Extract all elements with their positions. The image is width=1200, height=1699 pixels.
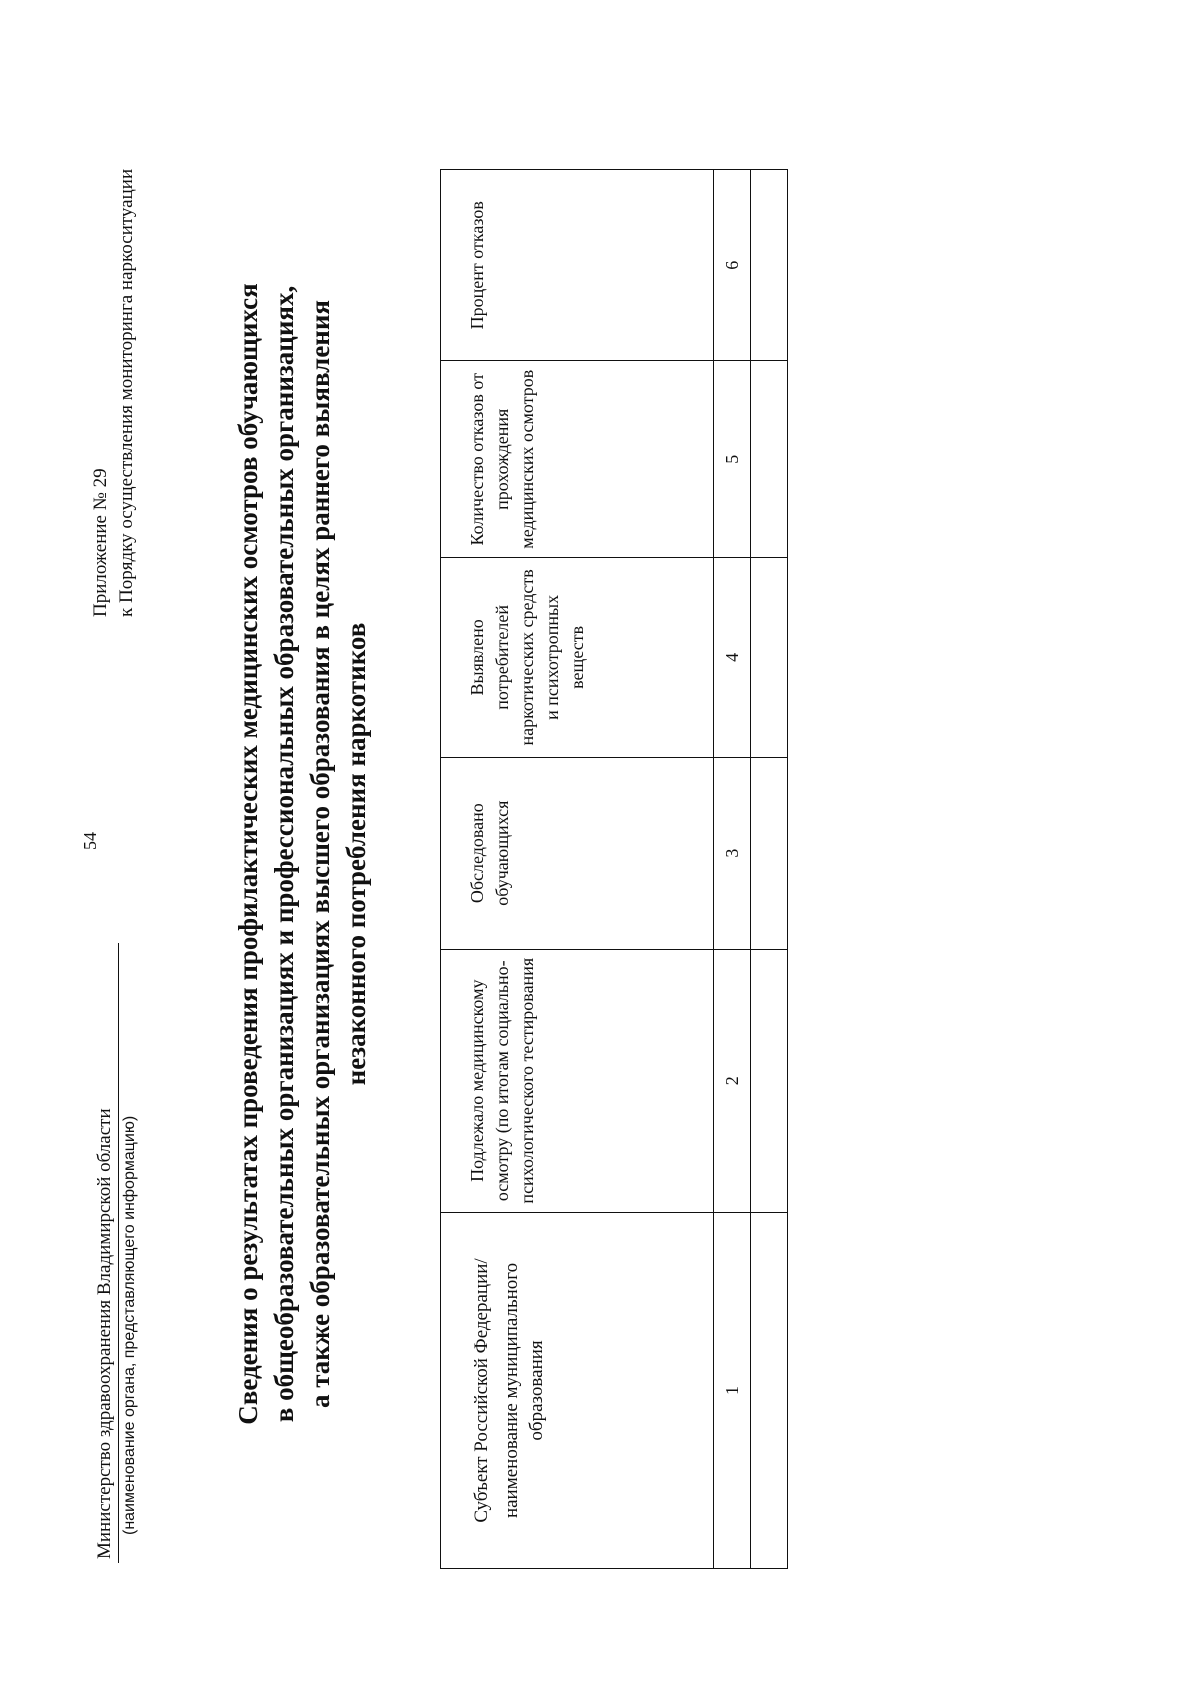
column-number-row	[714, 170, 751, 1569]
organization-block	[92, 943, 141, 1563]
empty-data-row	[751, 170, 788, 1569]
header-subject-line-1: Субъект Российской Федерации/	[471, 1258, 492, 1523]
title-line-1: Сведения о результатах проведения профилактических медицинских осмотров обучающихся	[233, 283, 263, 1425]
column-number-cell: 5	[714, 361, 751, 557]
empty-cell	[751, 1212, 788, 1568]
empty-cell	[751, 557, 788, 757]
appendix-block	[88, 169, 140, 617]
header-cell-refusals-count	[441, 361, 714, 557]
column-number-cell: 1	[714, 1212, 751, 1568]
empty-cell	[751, 757, 788, 949]
organization-name: Министерство здравоохранения Владимирской области	[92, 943, 119, 1563]
column-number-cell: 6	[714, 170, 751, 362]
appendix-number: Приложение № 29	[90, 468, 111, 617]
title-line-4: незаконного потребления наркотиков	[341, 622, 371, 1086]
header-cell-users-identified	[441, 557, 714, 757]
column-number-cell: 3	[714, 757, 751, 949]
report-table	[440, 169, 788, 1569]
header-subject-line-2: наименование муниципального образования	[501, 1262, 547, 1519]
column-number-cell: 4	[714, 557, 751, 757]
organization-caption: (наименование органа, представляющего информацию)	[121, 1115, 138, 1535]
title-line-2: в общеобразовательных организациях и профессиональных образовательных организациях,	[269, 285, 299, 1423]
header-subject-to-exam-text: Подлежало медицинскому осмотру (по итогам социально-психологического тестирования	[467, 957, 537, 1204]
empty-cell	[751, 361, 788, 557]
header-cell-examined	[441, 757, 714, 949]
header-cell-subject	[441, 1212, 714, 1568]
column-number-cell: 2	[714, 949, 751, 1212]
header-cell-refusals-percent	[441, 170, 714, 362]
header-refusals-percent-text: Процент отказов	[467, 201, 487, 330]
empty-cell	[751, 949, 788, 1212]
table-header-row	[441, 170, 714, 1569]
header-refusals-count-text: Количество отказов от прохождения медицинских осмотров	[467, 369, 537, 549]
document-title	[230, 209, 374, 1499]
page-number: 54	[80, 832, 100, 850]
empty-cell	[751, 170, 788, 362]
header-users-identified-text: Выявлено потребителей наркотических средств и психотропных веществ	[467, 569, 587, 746]
title-line-3: а также образовательных организациях высшего образования в целях раннего выявления	[305, 299, 335, 1409]
header-cell-subject-to-exam	[441, 949, 714, 1212]
appendix-reference: к Порядку осуществления мониторинга наркоситуации	[116, 168, 137, 617]
header-examined-text: Обследовано обучающихся	[467, 800, 512, 906]
